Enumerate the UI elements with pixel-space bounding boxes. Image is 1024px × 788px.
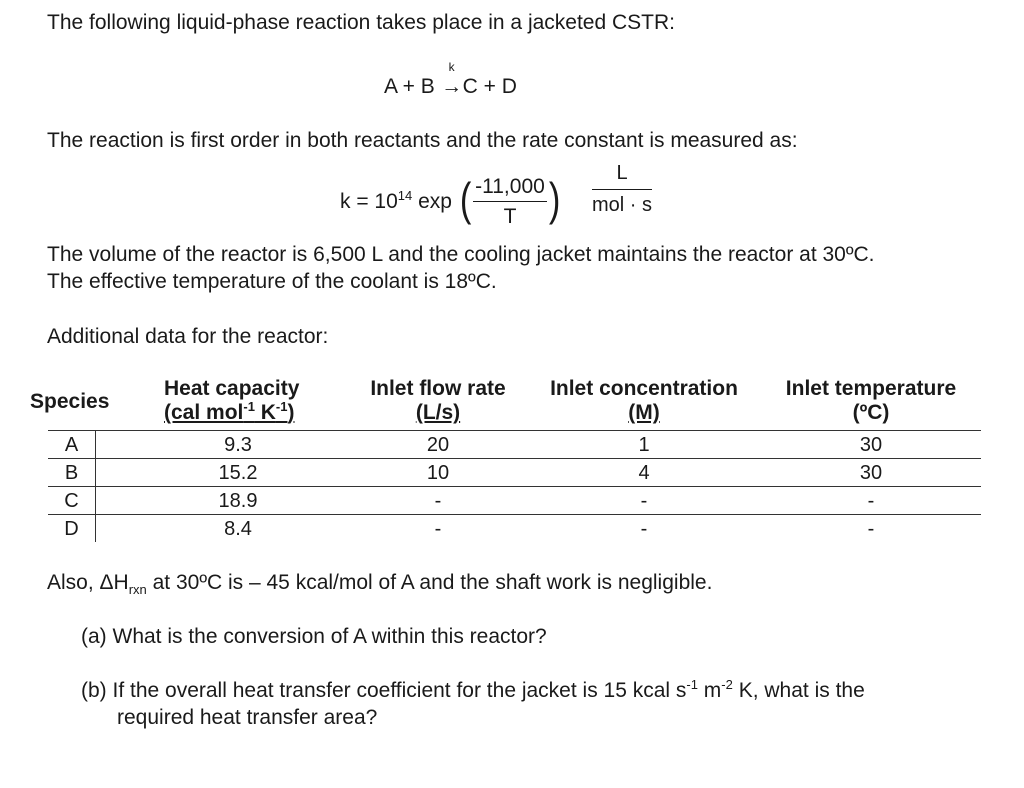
rate-fraction	[473, 174, 547, 231]
cell-inlet-temperature: -	[867, 518, 875, 540]
cell-heat-capacity: 9.3	[224, 434, 252, 456]
intro-text: The following liquid-phase reaction takes place in a jacketed CSTR:	[47, 11, 676, 34]
table-rule	[48, 458, 981, 459]
cell-inlet-temperature: 30	[859, 462, 883, 484]
additional-data-text: Additional data for the reactor:	[47, 325, 329, 348]
cell-species: B	[64, 462, 79, 484]
cell-inlet-flow: -	[434, 518, 442, 540]
table-rule	[48, 430, 981, 431]
volume-text-line2: The effective temperature of the coolant is 18ºC.	[47, 270, 497, 293]
cell-inlet-temperature: 30	[859, 434, 883, 456]
header-inlet-temperature: Inlet temperature (ºC)	[785, 377, 957, 425]
table-rule	[48, 486, 981, 487]
cell-inlet-flow: 20	[426, 434, 450, 456]
enthalpy-text: Also, $\Delta H_{rxn}$ at 30ºC is – 45 kcal/mol of A and the shaft work is negligible.	[47, 571, 713, 598]
reaction-products: C + D	[462, 75, 517, 98]
cell-heat-capacity: 18.9	[218, 490, 258, 512]
rate-units-numerator: L	[592, 162, 652, 190]
table-rule	[48, 514, 981, 515]
cell-species: A	[64, 434, 79, 456]
cell-heat-capacity: 8.4	[224, 518, 252, 540]
volume-text-line1: The volume of the reactor is 6,500 L and the cooling jacket maintains the reactor at 30ºC.	[47, 243, 875, 266]
cell-species: C	[64, 490, 79, 512]
rate-exponent: 14	[397, 187, 413, 203]
question-a: (a) What is the conversion of A within this reactor?	[81, 625, 547, 648]
header-inlet-flow: Inlet flow rate (L/s)	[370, 377, 506, 425]
rate-exp: exp	[418, 189, 452, 213]
rate-k-eq: k = 10	[340, 189, 398, 213]
reaction-equation	[384, 60, 517, 100]
cell-heat-capacity: 15.2	[218, 462, 258, 484]
order-text: The reaction is first order in both reactants and the rate constant is measured as:	[47, 129, 798, 152]
header-species: Species	[30, 390, 110, 413]
cell-species: D	[64, 518, 79, 540]
question-b-line2: required heat transfer area?	[117, 706, 378, 729]
reaction-arrow: k →	[441, 60, 463, 98]
cell-inlet-temperature: -	[867, 490, 875, 512]
rate-units-denominator: mol · s	[592, 194, 652, 216]
rate-units	[592, 162, 652, 217]
header-heat-capacity: Heat capacity (cal mol$^{-1}$ $K^{-1}$)	[164, 377, 300, 425]
rate-denominator: T	[503, 205, 517, 229]
table-column-divider	[95, 430, 96, 542]
rate-numerator: -11,000	[473, 174, 547, 202]
reaction-reactants: A + B	[384, 75, 435, 98]
cell-inlet-flow: -	[434, 490, 442, 512]
header-inlet-concentration: Inlet concentration (M)	[550, 377, 738, 425]
question-b-line1: (b) If the overall heat transfer coefficient for the jacket is 15 kcal $s^{-1}$ $m^{-2}$ K, what is the	[81, 677, 865, 702]
cell-inlet-concentration: 1	[638, 434, 650, 456]
cell-inlet-concentration: -	[640, 490, 648, 512]
cell-inlet-flow: 10	[426, 462, 450, 484]
cell-inlet-concentration: -	[640, 518, 648, 540]
cell-inlet-concentration: 4	[638, 462, 650, 484]
rate-constant-label: k	[448, 60, 455, 74]
rate-equation: $k = 10^{14}$ exp ( $\frac{-11,000}{T}$ )	[340, 174, 562, 231]
